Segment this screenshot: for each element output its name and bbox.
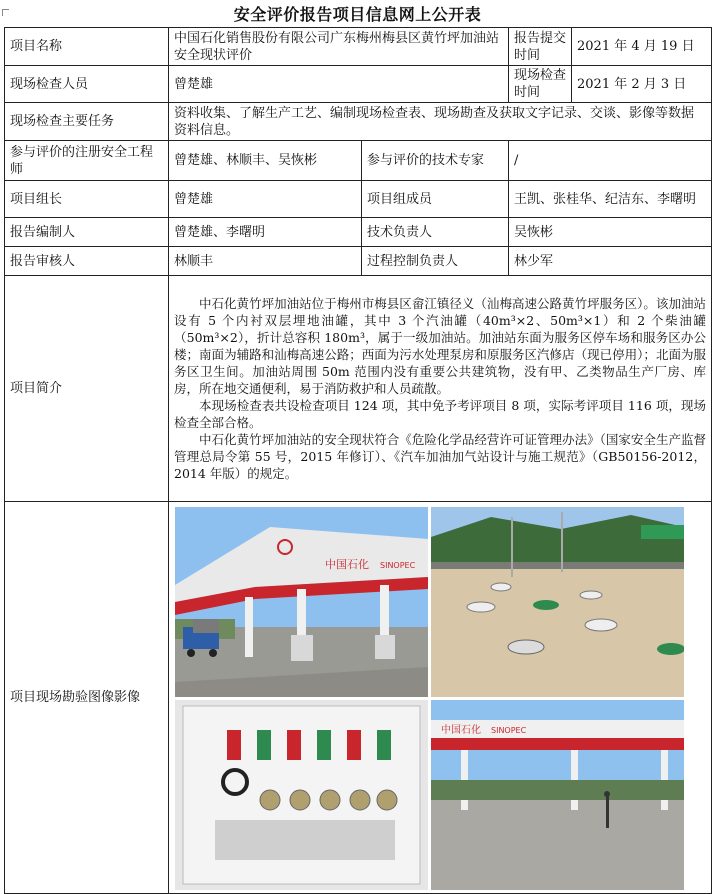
row-intro (5, 276, 712, 502)
intro-paragraph-2: 本现场检查表共设检查项目 124 项，其中免予考评项目 8 项，实际考评项目 116 项，现场检查全部合格。 (174, 398, 707, 430)
project-name-label: 项目名称 (5, 28, 169, 66)
photo-station-canopy (175, 507, 428, 697)
expert-label: 参与评价的技术专家 (362, 141, 509, 181)
photo-unloading-cabinet (175, 700, 428, 890)
photo-grid (169, 503, 711, 893)
intro-label: 项目简介 (5, 276, 169, 502)
row-inspectors (5, 66, 712, 103)
svg-text:中国石化: 中国石化 (325, 557, 369, 571)
tech-lead-label: 技术负责人 (362, 218, 509, 247)
photo-tank-area (431, 507, 684, 697)
main-tasks-label: 现场检查主要任务 (5, 103, 169, 141)
engineers-label: 参与评价的注册安全工程师 (5, 141, 169, 181)
info-table (4, 27, 712, 894)
members-value: 王凯、张桂华、纪洁东、李曙明 (509, 181, 712, 218)
svg-text:SINOPEC: SINOPEC (380, 560, 416, 570)
main-tasks-value: 资料收集、了解生产工艺、编制现场检查表、现场勘查及获取文字记录、交谈、影像等数据资料信息。 (169, 103, 712, 141)
expert-value: / (509, 141, 712, 181)
members-label: 项目组成员 (362, 181, 509, 218)
reviewer-value: 林顺丰 (169, 247, 362, 276)
compiler-label: 报告编制人 (5, 218, 169, 247)
row-photos (5, 502, 712, 894)
project-name-value: 中国石化销售股份有限公司广东梅州梅县区黄竹坪加油站安全现状评价 (169, 28, 509, 66)
row-compiler (5, 218, 712, 247)
process-control-label: 过程控制负责人 (362, 247, 509, 276)
inspection-time-label: 现场检查时间 (509, 66, 572, 103)
intro-paragraph-3: 中石化黄竹坪加油站的安全现状符合《危险化学品经营许可证管理办法》（国家安全生产监督管理总局令第 55 号，2015 年修订）、《汽车加油加气站设计与施工规范》（GB50156-2012，2014 年版）的规定。 (174, 432, 707, 481)
submit-time-value: 2021 年 4 月 19 日 (572, 28, 712, 66)
reviewer-label: 报告审核人 (5, 247, 169, 276)
row-leader (5, 181, 712, 218)
photos-cell (169, 502, 712, 894)
submit-time-label: 报告提交时间 (509, 28, 572, 66)
row-engineers (5, 141, 712, 181)
photos-label: 项目现场勘验图像影像 (5, 502, 169, 894)
row-main-tasks (5, 103, 712, 141)
svg-text:中国石化: 中国石化 (441, 724, 481, 736)
intro-text (169, 276, 712, 502)
inspectors-label: 现场检查人员 (5, 66, 169, 103)
leader-label: 项目组长 (5, 181, 169, 218)
intro-paragraph-1: 中石化黄竹坪加油站位于梅州市梅县区畲江镇径义（汕梅高速公路黄竹坪服务区）。该加油站设有 5 个内衬双层埋地油罐，其中 3 个汽油罐（40m³×2、50m³×1）和 2 个柴油罐（50m³×2），折计总容积 180m³，属于一级加油站。加油站东面为服务区停车场和服务区办公楼；南面为辅路和汕梅高速公路；西面为污水处理泵房和原服务区汽修店（现已停用）；北面为服务区卫生间。加油站周围 50m 范围内没有重要公共建筑物，没有甲、乙类物品生产厂房、库房，所在地交通便利，易于消防救护和人员疏散。 (174, 296, 707, 396)
photo-forecourt (431, 700, 684, 890)
leader-value: 曾楚雄 (169, 181, 362, 218)
inspection-time-value: 2021 年 2 月 3 日 (572, 66, 712, 103)
compiler-value: 曾楚雄、李曙明 (169, 218, 362, 247)
inspectors-value: 曾楚雄 (169, 66, 509, 103)
svg-text:SINOPEC: SINOPEC (491, 725, 527, 735)
row-project-name (5, 28, 712, 66)
tech-lead-value: 吴恢彬 (509, 218, 712, 247)
engineers-value: 曾楚雄、林顺丰、吴恢彬 (169, 141, 362, 181)
page-title: 安全评价报告项目信息网上公开表 (233, 5, 482, 24)
row-reviewer (5, 247, 712, 276)
process-control-value: 林少军 (509, 247, 712, 276)
